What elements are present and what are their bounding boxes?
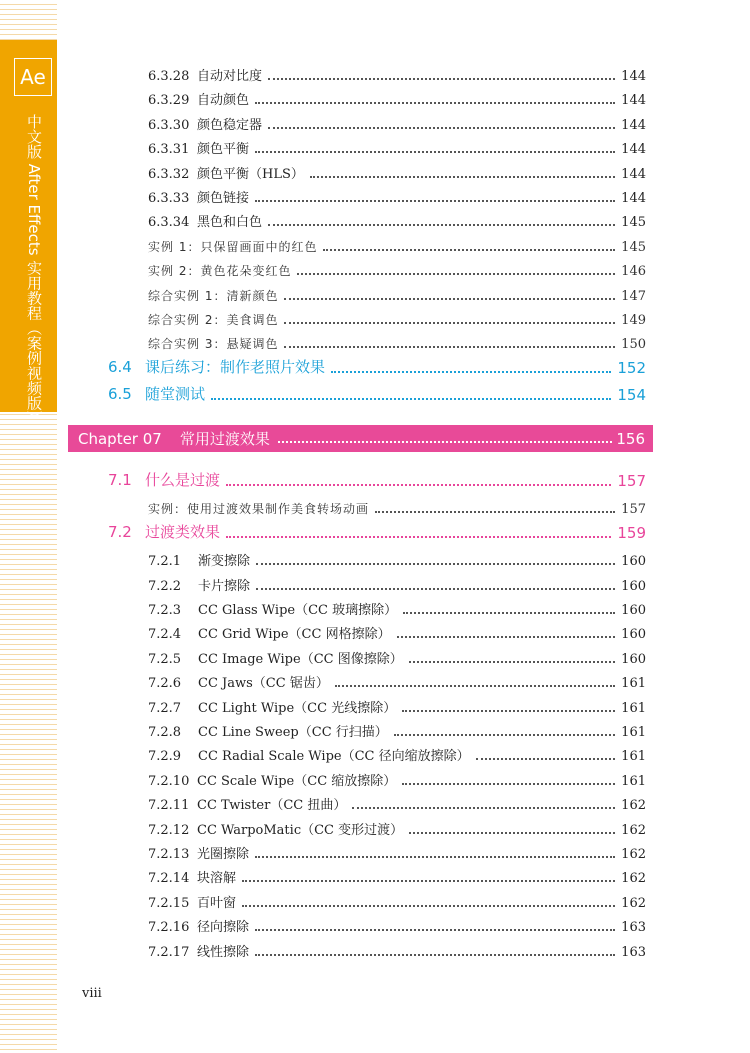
toc-subsection-entry[interactable] [0, 645, 750, 667]
toc-entry-number: 6.3.34 [148, 215, 190, 231]
leader-dots [226, 484, 611, 486]
toc-subsection-entry[interactable] [0, 767, 750, 789]
toc-entry-page: 147 [621, 288, 646, 304]
leader-dots [255, 954, 615, 956]
leader-dots [268, 127, 615, 129]
toc-subsection-entry[interactable] [0, 669, 750, 691]
toc-entry-title: CC Line Sweep（CC 行扫描） [198, 725, 388, 740]
chapter-page: 156 [616, 429, 645, 448]
toc-entry-number: 7.2 [108, 522, 132, 541]
toc-example-entry[interactable] [0, 495, 750, 517]
toc-entry-title: 光圈擦除 [197, 847, 250, 862]
toc-entry-page: 162 [621, 895, 646, 911]
toc-entry-page: 144 [621, 69, 646, 84]
toc-entry-label [0, 383, 205, 404]
toc-entry-number: 6.3.28 [148, 69, 190, 84]
leader-dots [284, 322, 615, 324]
toc-entry-page: 160 [621, 651, 646, 667]
toc-entry-label [0, 138, 249, 157]
toc-entry-title: 课后练习：制作老照片效果 [145, 357, 326, 376]
leader-dots [409, 832, 615, 834]
toc-subsection-entry[interactable] [0, 816, 750, 838]
toc-entry-page: 146 [621, 264, 646, 280]
leader-dots [256, 563, 615, 565]
toc-entry-title: CC Jaws（CC 锯齿） [198, 676, 329, 692]
toc-entry-title: 自动对比度 [197, 69, 263, 84]
chapter-name: 常用过渡效果 [179, 430, 270, 448]
toc-subsection-entry[interactable] [0, 840, 750, 862]
toc-section-entry[interactable] [0, 520, 750, 542]
toc-entry-title: CC Twister（CC 扭曲） [197, 798, 347, 814]
toc-entry-label [0, 500, 369, 517]
leader-dots [331, 371, 611, 373]
toc-entry-title: CC Scale Wipe（CC 缩放擦除） [197, 773, 397, 789]
toc-subsection-entry[interactable] [0, 620, 750, 642]
toc-entry-label [0, 521, 220, 542]
toc-entry-title: 综合实例 2：美食调色 [148, 313, 279, 327]
toc-subsection-entry[interactable] [0, 791, 750, 813]
toc-subsection-entry[interactable] [0, 135, 750, 157]
toc-entry-page: 160 [621, 603, 646, 618]
toc-entry-page: 154 [617, 386, 646, 405]
toc-entry-title: CC Light Wipe（CC 光线擦除） [198, 700, 397, 716]
toc-entry-title: 颜色链接 [197, 191, 250, 206]
toc-entry-page: 161 [621, 773, 646, 789]
toc-entry-number: 7.2.13 [148, 847, 190, 862]
toc-entry-title: 综合实例 1：清新颜色 [148, 288, 279, 303]
toc-entry-page: 144 [621, 117, 646, 133]
leader-dots [256, 588, 615, 590]
toc-entry-label [0, 287, 278, 304]
toc-entry-title: 自动颜色 [197, 93, 250, 109]
leader-dots [402, 783, 615, 785]
toc-entry-page: 163 [621, 920, 646, 936]
toc-subsection-entry[interactable] [0, 864, 750, 886]
toc-subsection-entry[interactable] [0, 86, 750, 108]
toc-entry-page: 157 [621, 502, 646, 518]
leader-dots [284, 298, 615, 300]
toc-subsection-entry[interactable] [0, 938, 750, 960]
toc-entry-page: 144 [621, 166, 646, 182]
toc-entry-label [0, 89, 249, 108]
toc-entry-label [0, 721, 388, 740]
toc-entry-number: 7.2.11 [148, 798, 190, 814]
toc-entry-number: 7.2.3 [148, 603, 182, 618]
toc-entry-number: 7.2.1 [148, 554, 182, 570]
leader-dots [397, 636, 616, 638]
toc-entry-number: 6.3.33 [148, 191, 190, 206]
leader-dots [255, 200, 615, 202]
toc-section-entry[interactable] [0, 355, 750, 377]
toc-entry-page: 144 [621, 93, 646, 109]
toc-entry-label [0, 697, 396, 716]
toc-entry-number: 7.2.9 [148, 749, 182, 765]
toc-subsection-entry[interactable] [0, 62, 750, 84]
toc-entry-label [0, 356, 325, 377]
chapter-header[interactable] [68, 425, 653, 452]
toc-entry-number: 6.5 [108, 385, 132, 404]
toc-example-entry[interactable] [0, 306, 750, 328]
toc-entry-page: 161 [621, 725, 646, 740]
toc-entry-page: 162 [621, 822, 646, 838]
toc-example-entry[interactable] [0, 282, 750, 304]
leader-dots [242, 880, 615, 882]
leader-dots [268, 78, 615, 80]
toc-section-entry[interactable] [0, 382, 750, 404]
toc-subsection-entry[interactable] [0, 889, 750, 911]
toc-entry-number: 7.2.17 [148, 944, 190, 960]
toc-subsection-entry[interactable] [0, 572, 750, 594]
toc-entry-page: 163 [621, 944, 646, 960]
toc-entry-title: 径向擦除 [197, 920, 250, 936]
toc-entry-page: 150 [621, 337, 646, 353]
toc-entry-number: 7.2.10 [148, 773, 190, 789]
toc-entry-label [0, 238, 317, 255]
toc-subsection-entry[interactable] [0, 547, 750, 569]
toc-entry-label [0, 599, 397, 618]
toc-entry-label [0, 187, 249, 206]
toc-entry-title: 线性擦除 [197, 944, 250, 960]
leader-dots [323, 249, 615, 251]
toc-subsection-entry[interactable] [0, 208, 750, 230]
toc-subsection-entry[interactable] [0, 694, 750, 716]
leader-dots [409, 661, 615, 663]
toc-entry-page: 162 [621, 798, 646, 814]
toc-entry-label [0, 335, 278, 352]
toc-example-entry[interactable] [0, 330, 750, 352]
toc-subsection-entry[interactable] [0, 596, 750, 618]
toc-entry-number: 6.3.30 [148, 117, 190, 133]
leader-dots [310, 176, 615, 178]
toc-entry-page: 145 [621, 215, 646, 231]
leader-dots [476, 758, 616, 760]
book-title: 中文版 After Effects 实用教程（案例视频版） [25, 114, 43, 426]
leader-dots [278, 441, 613, 443]
toc-entry-page: 162 [621, 871, 646, 887]
toc-entry-title: 黑色和白色 [197, 215, 263, 231]
leader-dots [211, 398, 611, 400]
toc-section-entry[interactable] [0, 468, 750, 490]
toc-example-entry[interactable] [0, 257, 750, 279]
toc-entry-label [0, 867, 236, 886]
toc-subsection-entry[interactable] [0, 718, 750, 740]
leader-dots [352, 807, 615, 809]
toc-entry-number: 6.4 [108, 357, 132, 376]
leader-dots [255, 102, 615, 104]
toc-entry-page: 144 [621, 191, 646, 206]
toc-entry-number: 7.2.2 [148, 578, 182, 594]
toc-entry-label [0, 211, 262, 230]
leader-dots [335, 685, 615, 687]
toc-entry-page: 161 [621, 676, 646, 692]
toc-entry-title: CC Glass Wipe（CC 玻璃擦除） [198, 603, 398, 618]
toc-entry-title: 实例 2：黄色花朵变红色 [148, 264, 292, 279]
leader-dots [255, 929, 615, 931]
leader-dots [403, 612, 615, 614]
toc-entry-number: 7.2.4 [148, 627, 182, 643]
toc-entry-title: CC Image Wipe（CC 图像擦除） [198, 651, 403, 667]
toc-entry-title: 百叶窗 [197, 895, 237, 911]
toc-entry-label [0, 311, 278, 328]
toc-entry-label [0, 575, 250, 594]
toc-entry-label [0, 770, 396, 789]
chapter-label: Chapter 07 [78, 429, 162, 448]
toc-entry-title: 过渡类效果 [145, 522, 221, 541]
toc-subsection-entry[interactable] [0, 742, 750, 764]
toc-entry-label [0, 163, 304, 182]
toc-entry-page: 161 [621, 700, 646, 716]
toc-entry-number: 7.2.15 [148, 895, 190, 911]
leader-dots [375, 511, 615, 513]
toc-entry-page: 149 [621, 313, 646, 328]
toc-entry-label [0, 794, 346, 813]
toc-entry-title: 随堂测试 [145, 385, 206, 404]
leader-dots [255, 151, 615, 153]
toc-entry-title: CC Radial Scale Wipe（CC 径向缩放擦除） [198, 749, 470, 765]
toc-subsection-entry[interactable] [0, 913, 750, 935]
leader-dots [297, 273, 615, 275]
toc-entry-page: 152 [617, 358, 646, 377]
toc-entry-title: 颜色平衡 [197, 142, 250, 158]
ae-logo: Ae [14, 58, 52, 96]
toc-entry-number: 7.2.6 [148, 676, 182, 692]
toc-entry-number: 6.3.32 [148, 166, 190, 182]
toc-entry-label [0, 672, 329, 691]
toc-entry-label [0, 114, 262, 133]
toc-entry-page: 157 [617, 472, 646, 490]
toc-entry-number: 7.2.12 [148, 822, 190, 838]
leader-dots [394, 734, 615, 736]
toc-subsection-entry[interactable] [0, 111, 750, 133]
toc-entry-title: 什么是过渡 [145, 471, 221, 489]
toc-entry-label [0, 550, 250, 569]
toc-entry-title: 综合实例 3：悬疑调色 [148, 337, 279, 352]
toc-entry-label [0, 916, 249, 935]
toc-entry-title: CC Grid Wipe（CC 网格擦除） [198, 627, 391, 643]
toc-subsection-entry[interactable] [0, 184, 750, 206]
toc-entry-label [0, 623, 391, 642]
toc-entry-page: 160 [621, 554, 646, 570]
leader-dots [284, 346, 615, 348]
toc-entry-number: 7.2.16 [148, 920, 190, 936]
toc-entry-label [0, 843, 249, 862]
toc-entry-label [0, 819, 403, 838]
toc-entry-page: 144 [621, 142, 646, 158]
toc-entry-title: CC WarpoMatic（CC 变形过渡） [197, 822, 404, 838]
toc-entry-title: 渐变擦除 [198, 554, 251, 570]
leader-dots [268, 224, 615, 226]
leader-dots [242, 905, 615, 907]
toc-entry-number: 7.2.8 [148, 725, 182, 740]
page-folio: viii [82, 986, 102, 1001]
toc-entry-title: 块溶解 [197, 871, 237, 887]
leader-dots [255, 856, 615, 858]
toc-entry-label [0, 262, 291, 279]
toc-entry-number: 7.1 [108, 471, 132, 489]
leader-dots [402, 710, 615, 712]
toc-entry-page: 160 [621, 627, 646, 643]
toc-entry-page: 145 [621, 239, 646, 255]
toc-entry-number: 7.2.5 [148, 651, 182, 667]
toc-entry-number: 6.3.31 [148, 142, 190, 158]
toc-entry-number: 7.2.7 [148, 700, 182, 716]
toc-entry-title: 实例：使用过渡效果制作美食转场动画 [148, 502, 370, 517]
toc-entry-label [0, 745, 470, 764]
toc-entry-title: 颜色平衡（HLS） [197, 166, 304, 182]
toc-entry-label [0, 648, 403, 667]
toc-entry-label [0, 65, 262, 84]
toc-entry-number: 6.3.29 [148, 93, 190, 109]
toc-entry-title: 卡片擦除 [198, 578, 251, 594]
toc-entry-page: 160 [621, 578, 646, 594]
toc-entry-label [0, 892, 236, 911]
toc-entry-page: 161 [621, 749, 646, 765]
toc-entry-number: 7.2.14 [148, 871, 190, 887]
toc-subsection-entry[interactable] [0, 160, 750, 182]
toc-entry-page: 162 [621, 847, 646, 862]
toc-entry-label [0, 941, 249, 960]
toc-entry-label [0, 469, 220, 490]
toc-entry-page: 159 [617, 523, 646, 542]
toc-entry-title: 颜色稳定器 [197, 117, 263, 133]
toc-entry-title: 实例 1：只保留画面中的红色 [148, 239, 318, 254]
leader-dots [226, 536, 611, 538]
toc-example-entry[interactable] [0, 233, 750, 255]
